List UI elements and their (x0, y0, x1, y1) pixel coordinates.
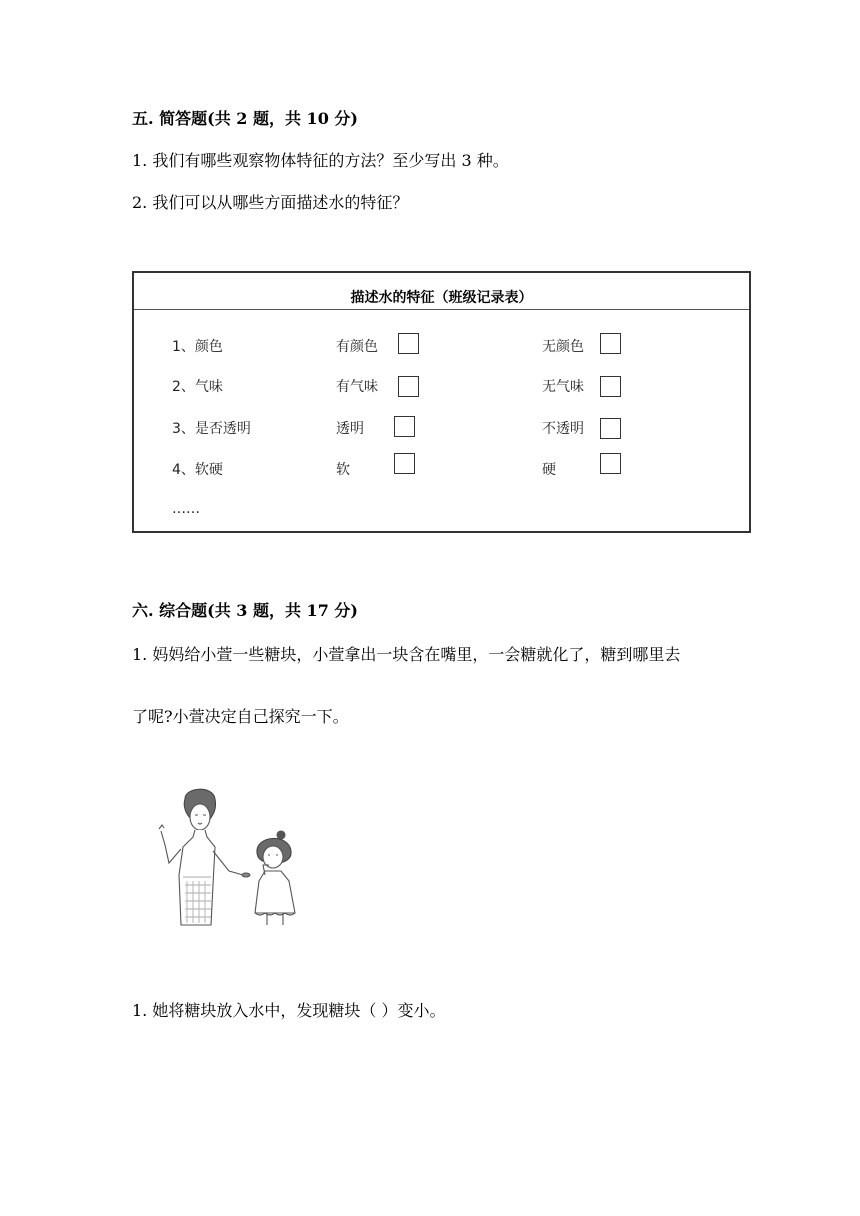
section-5-heading: 五. 简答题(共 2 题，共 10 分) (132, 109, 358, 128)
mother-and-daughter-illustration (155, 785, 305, 930)
section-5-question-2: 2. 我们可以从哪些方面描述水的特征？ (132, 193, 409, 212)
option-a-label: 有颜色 (336, 339, 378, 355)
section-6-question-1-line-1: 1. 妈妈给小萱一些糖块，小萱拿出一块含在嘴里，一会糖就化了，糖到哪里去 (132, 645, 681, 664)
table-ellipsis: …… (172, 501, 200, 517)
section-5-question-1: 1. 我们有哪些观察物体特征的方法？至少写出 3 种。 (132, 151, 509, 170)
row-label: 1、颜色 (172, 339, 223, 355)
row-label: 4、软硬 (172, 462, 223, 478)
section-6-heading: 六. 综合题(共 3 题，共 17 分) (132, 601, 358, 620)
option-a-label: 有气味 (336, 379, 378, 395)
option-b-label: 不透明 (542, 421, 584, 437)
option-b-checkbox[interactable] (600, 376, 621, 397)
option-b-checkbox[interactable] (600, 453, 621, 474)
row-label: 3、是否透明 (172, 421, 251, 437)
section-6-question-1-line-2: 了呢?小萱决定自己探究一下。 (132, 707, 349, 726)
option-b-label: 无气味 (542, 379, 584, 395)
section-6-sub-question-1: 1. 她将糖块放入水中，发现糖块（ ）变小。 (132, 1001, 446, 1020)
row-label: 2、气味 (172, 379, 223, 395)
water-features-record-table (132, 271, 751, 533)
option-a-checkbox[interactable] (398, 376, 419, 397)
option-b-checkbox[interactable] (600, 418, 621, 439)
table-title: 描述水的特征（班级记录表） (350, 290, 533, 306)
option-a-label: 透明 (336, 421, 364, 437)
option-a-checkbox[interactable] (394, 453, 415, 474)
option-b-checkbox[interactable] (600, 333, 621, 354)
table-title-row (134, 273, 749, 310)
option-a-checkbox[interactable] (398, 333, 419, 354)
option-b-label: 无颜色 (542, 339, 584, 355)
option-b-label: 硬 (542, 462, 556, 478)
option-a-checkbox[interactable] (394, 416, 415, 437)
option-a-label: 软 (336, 462, 350, 478)
